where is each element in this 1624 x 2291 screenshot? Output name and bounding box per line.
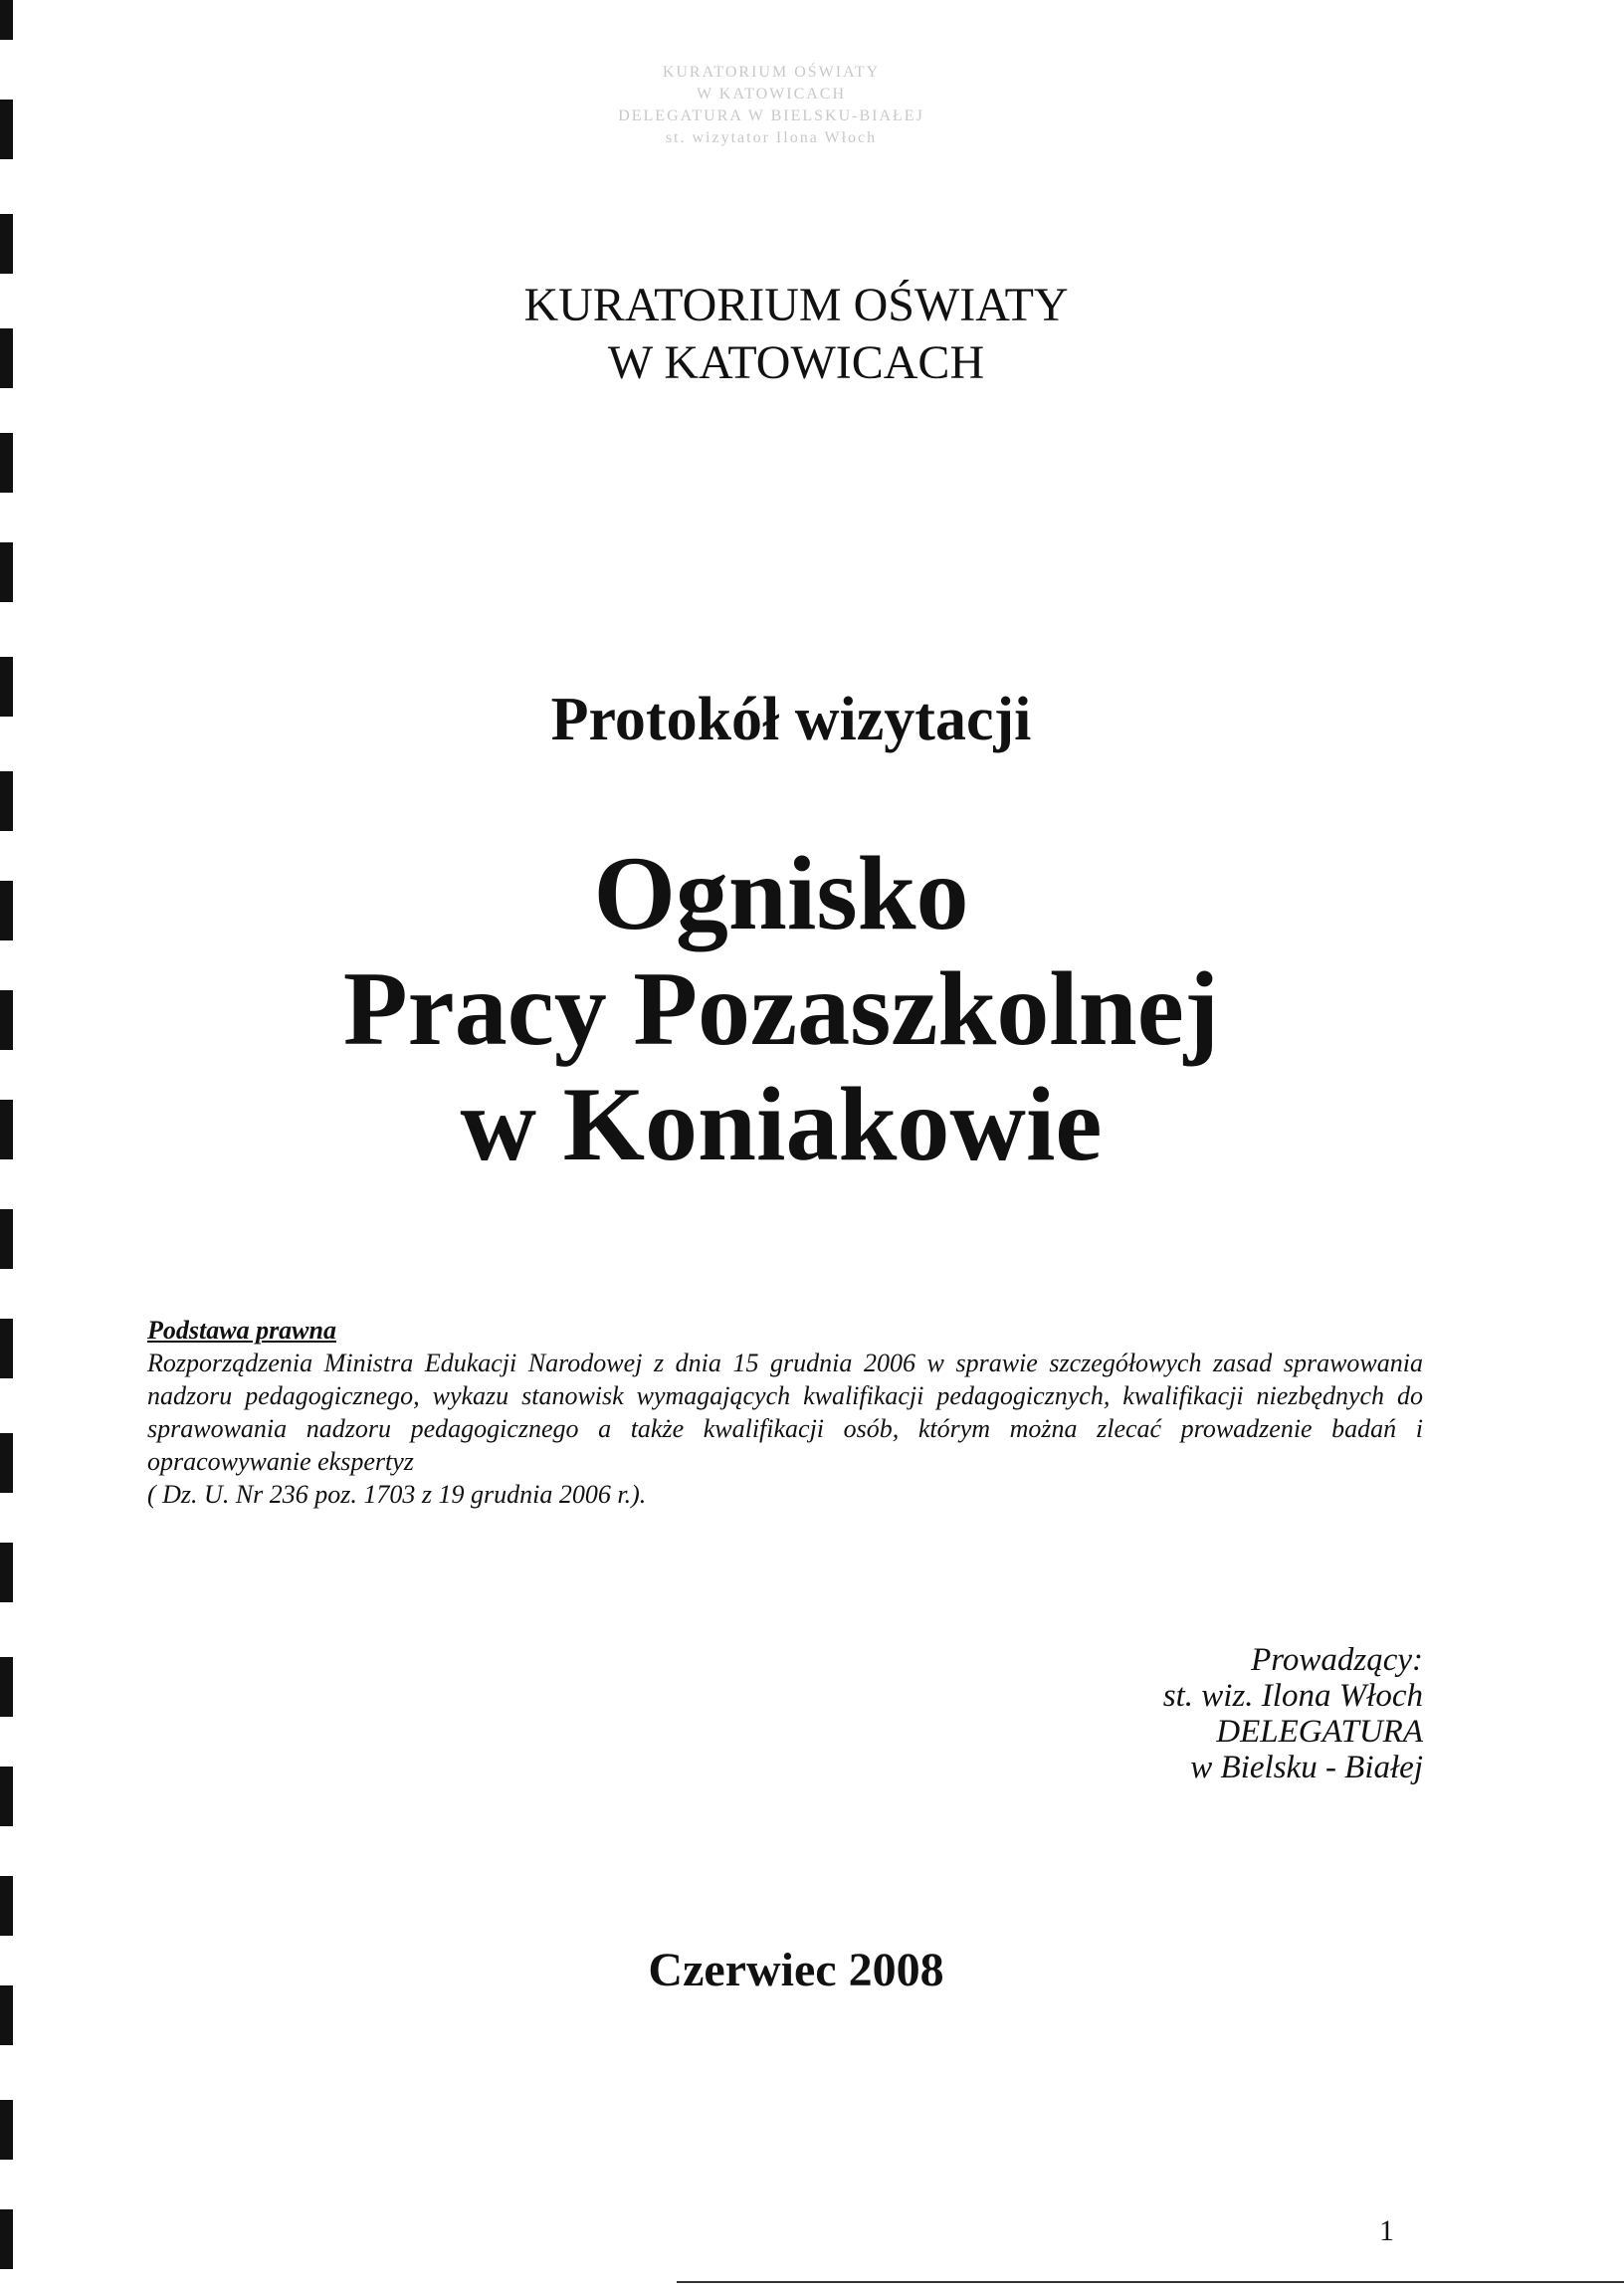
legal-basis xyxy=(147,1314,1423,1511)
binding-mark xyxy=(0,433,13,493)
institution-header xyxy=(299,277,1294,392)
conductor-block xyxy=(925,1642,1423,1785)
institution-line: KURATORIUM OŚWIATY xyxy=(523,279,1069,331)
document-type: Protokół wizytacji xyxy=(550,686,1032,753)
binding-mark xyxy=(0,100,13,159)
binding-mark xyxy=(0,771,13,831)
binding-mark xyxy=(0,1657,13,1717)
binding-mark xyxy=(0,657,13,717)
binding-mark xyxy=(0,2100,13,2160)
binding-mark xyxy=(0,881,13,940)
binding-marks xyxy=(0,0,22,2291)
stamp-line: st. wizytator Ilona Włoch xyxy=(665,129,878,146)
legal-basis-heading: Podstawa prawna xyxy=(147,1316,336,1345)
binding-mark xyxy=(0,1319,13,1378)
conductor-unit: DELEGATURA xyxy=(1216,1714,1423,1750)
institution-line: W KATOWICACH xyxy=(607,336,985,389)
binding-mark xyxy=(0,1543,13,1602)
conductor-label: Prowadzący: xyxy=(1251,1642,1423,1678)
binding-mark xyxy=(0,1876,13,1936)
stamp-line: W KATOWICACH xyxy=(696,86,847,103)
legal-basis-text: Rozporządzenia Ministra Edukacji Narodowej z dnia 15 grudnia 2006 w sprawie szczegółowych zasad sprawowania nadzoru pedagogicznego, wykazu stanowisk wymagających kwalifikacji pedagogicznych, kwalifikacji niezbędnych do sprawowania nadzoru pedagogicznego a także kwalifikacji osób, którym można zlecać prowadzenie badań i opracowywanie ekspertyz xyxy=(147,1349,1423,1476)
stamp-line: KURATORIUM OŚWIATY xyxy=(662,64,881,81)
document-title xyxy=(199,836,1363,1182)
binding-mark xyxy=(0,0,13,40)
binding-mark xyxy=(0,1433,13,1493)
binding-mark xyxy=(0,1100,13,1159)
binding-mark xyxy=(0,1985,13,2045)
title-line: Pracy Pozaszkolnej xyxy=(342,950,1220,1067)
binding-mark xyxy=(0,990,13,1050)
stamp-line: DELEGATURA W BIELSKU-BIAŁEJ xyxy=(618,107,924,124)
conductor-location: w Bielsku - Białej xyxy=(1190,1750,1423,1785)
title-line: Ognisko xyxy=(593,835,969,951)
conductor-name: st. wiz. Ilona Włoch xyxy=(1162,1678,1423,1714)
legal-basis-citation: ( Dz. U. Nr 236 poz. 1703 z 19 grudnia 2006 r.). xyxy=(147,1480,647,1509)
bottom-rule xyxy=(677,2281,1624,2283)
binding-mark xyxy=(0,1209,13,1269)
binding-mark xyxy=(0,328,13,388)
faded-stamp xyxy=(557,62,985,149)
binding-mark xyxy=(0,214,13,274)
binding-mark xyxy=(0,542,13,602)
title-line: w Koniakowie xyxy=(460,1066,1103,1182)
binding-mark xyxy=(0,2209,13,2269)
page-number: 1 xyxy=(1379,2214,1394,2247)
binding-mark xyxy=(0,1767,13,1826)
document-date: Czerwiec 2008 xyxy=(648,1944,944,1996)
